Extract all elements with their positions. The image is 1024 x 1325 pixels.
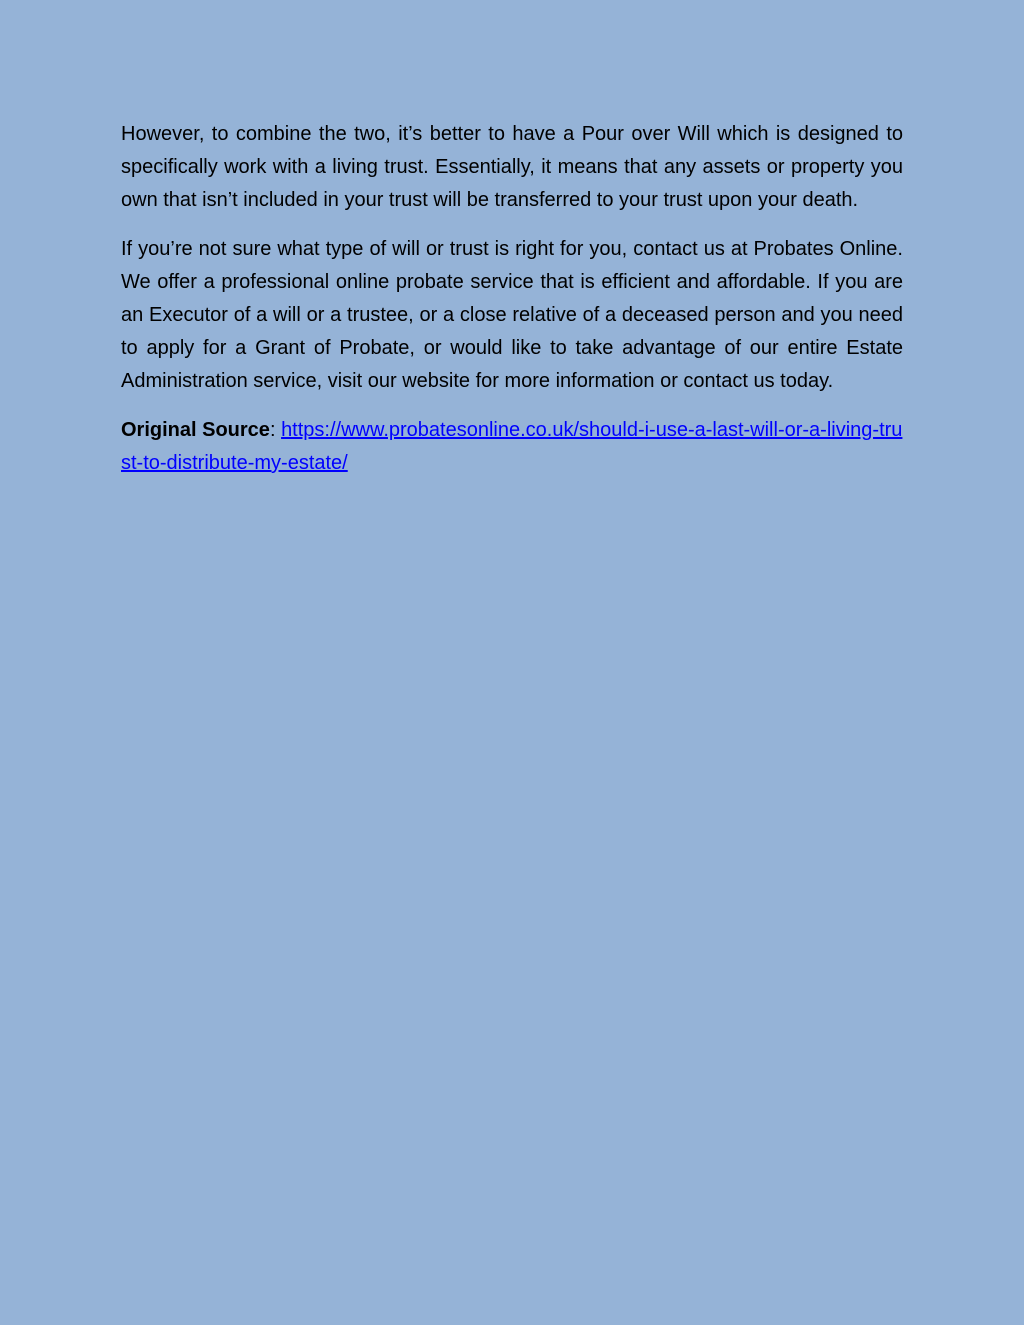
paragraph-probates-online: If you’re not sure what type of will or trust is right for you, contact us at Probates Online. We offer a professional online probate service that is efficient and affordable. If you are an Executor of a will or a trustee, or a close relative of a deceased person and you need to apply for a Grant of Probate, or would like to take advantage of our entire Estate Administration service, visit our website for more information or contact us today. (121, 238, 903, 392)
document-body (121, 118, 903, 480)
original-source-line (121, 414, 903, 480)
original-source-label: Original Source (121, 419, 270, 441)
original-source-link[interactable]: https://www.probatesonline.co.uk/should-i-use-a-last-will-or-a-living-trust-to-distribute-my-estate/ (121, 419, 903, 474)
paragraph-pour-over-will: However, to combine the two, it’s better to have a Pour over Will which is designed to specifically work with a living trust. Essentially, it means that any assets or property you own that isn’t included in your trust will be transferred to your trust upon your death. (121, 123, 903, 211)
original-source-separator: : (269, 419, 282, 441)
